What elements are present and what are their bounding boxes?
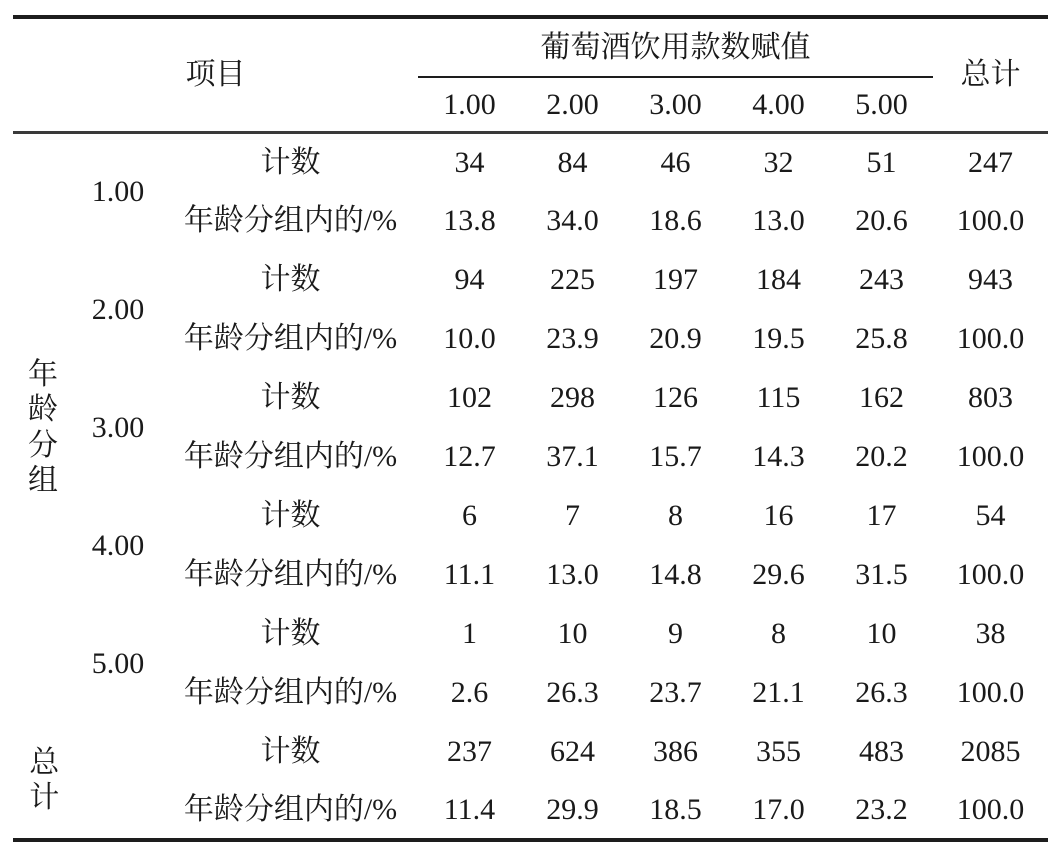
count-cell: 7 — [565, 499, 580, 532]
percent-cell: 26.3 — [546, 676, 599, 709]
count-cell: 355 — [756, 735, 801, 768]
percent-row-label: 年龄分组内的/% — [183, 322, 398, 355]
percent-cell: 14.8 — [649, 558, 702, 591]
count-cell: 243 — [859, 263, 904, 296]
grand-total-count-row — [13, 722, 1048, 781]
percent-cell: 20.2 — [855, 440, 908, 473]
count-total-cell: 803 — [968, 381, 1013, 414]
total-column-header: 总计 — [960, 58, 1021, 92]
count-cell: 32 — [763, 145, 794, 179]
percent-cell: 13.0 — [752, 204, 805, 237]
percent-cell: 17.0 — [752, 793, 805, 826]
value-column-header-4: 4.00 — [752, 87, 805, 121]
percent-cell: 12.7 — [443, 440, 496, 473]
percent-cell: 15.7 — [649, 440, 702, 473]
crosstab-table — [13, 15, 1048, 842]
percent-cell: 23.7 — [649, 676, 702, 709]
count-total-cell: 943 — [968, 263, 1013, 296]
percent-cell: 25.8 — [855, 322, 908, 355]
count-cell: 197 — [653, 263, 698, 296]
percent-total-cell: 100.0 — [956, 204, 1025, 237]
percent-cell: 29.6 — [752, 558, 805, 591]
count-cell: 386 — [653, 735, 698, 768]
count-total-cell: 38 — [975, 617, 1006, 650]
percent-total-cell: 100.0 — [956, 440, 1025, 473]
count-cell: 94 — [454, 263, 485, 296]
count-cell: 84 — [557, 145, 588, 179]
percent-cell: 37.1 — [546, 440, 599, 473]
percent-cell: 34.0 — [546, 204, 599, 237]
group-2-label: 2.00 — [91, 292, 145, 326]
grand-total-row-cell — [13, 722, 163, 840]
count-cell: 10 — [557, 617, 588, 650]
percent-cell: 10.0 — [443, 322, 496, 355]
count-row-label: 计数 — [260, 381, 321, 414]
group-2-count-row — [13, 250, 1048, 309]
group-5-percent-row — [13, 663, 1048, 722]
count-row-label: 计数 — [260, 499, 321, 532]
count-cell: 225 — [550, 263, 595, 296]
percent-cell: 21.1 — [752, 676, 805, 709]
group-3-count-row — [13, 368, 1048, 427]
count-cell: 51 — [866, 145, 897, 179]
count-cell: 298 — [550, 381, 595, 414]
group-4-percent-row — [13, 545, 1048, 604]
age-group-axis-cell — [13, 132, 73, 722]
count-cell: 115 — [756, 381, 801, 414]
percent-cell: 13.0 — [546, 558, 599, 591]
value-column-header-2: 2.00 — [546, 87, 599, 121]
count-row-label: 计数 — [260, 145, 321, 179]
percent-row-label: 年龄分组内的/% — [183, 676, 398, 709]
count-cell: 10 — [866, 617, 897, 650]
group-3-percent-row — [13, 427, 1048, 486]
percent-cell: 26.3 — [855, 676, 908, 709]
percent-cell: 2.6 — [450, 676, 489, 709]
wine-count-span-header: 葡萄酒饮用款数赋值 — [418, 17, 933, 77]
count-total-cell: 2085 — [960, 735, 1021, 768]
percent-cell: 20.9 — [649, 322, 702, 355]
count-cell: 34 — [454, 145, 485, 179]
percent-total-cell: 100.0 — [956, 322, 1025, 355]
percent-row-label: 年龄分组内的/% — [183, 558, 398, 591]
percent-cell: 18.5 — [649, 793, 702, 826]
count-cell: 17 — [866, 499, 897, 532]
count-cell: 8 — [771, 617, 786, 650]
count-total-cell: 54 — [975, 499, 1006, 532]
count-cell: 483 — [859, 735, 904, 768]
percent-cell: 18.6 — [649, 204, 702, 237]
count-cell: 624 — [550, 735, 595, 768]
percent-cell: 11.1 — [443, 558, 496, 591]
count-total-cell: 247 — [968, 145, 1013, 179]
group-1-label: 1.00 — [91, 175, 145, 209]
count-row-label: 计数 — [260, 735, 321, 768]
percent-cell: 23.2 — [855, 793, 908, 826]
group-1-percent-row — [13, 191, 1048, 250]
count-cell: 16 — [763, 499, 794, 532]
header-row-top — [13, 17, 1048, 77]
grand-total-percent-row — [13, 781, 1048, 840]
percent-cell: 14.3 — [752, 440, 805, 473]
percent-total-cell: 100.0 — [956, 793, 1025, 826]
group-5-count-row — [13, 604, 1048, 663]
value-column-header-1: 1.00 — [443, 87, 496, 121]
value-column-header-5: 5.00 — [855, 87, 908, 121]
grand-total-row-label: 总计 — [29, 745, 60, 814]
count-row-label: 计数 — [260, 263, 321, 296]
count-cell: 1 — [462, 617, 477, 650]
count-cell: 6 — [462, 499, 477, 532]
percent-cell: 19.5 — [752, 322, 805, 355]
group-1-count-row — [13, 132, 1048, 191]
value-column-header-3: 3.00 — [649, 87, 702, 121]
count-cell: 126 — [653, 381, 698, 414]
count-cell: 46 — [660, 145, 691, 179]
percent-cell: 31.5 — [855, 558, 908, 591]
group-5-label: 5.00 — [91, 646, 145, 680]
count-cell: 102 — [447, 381, 492, 414]
percent-cell: 11.4 — [443, 793, 496, 826]
count-cell: 162 — [859, 381, 904, 414]
percent-row-label: 年龄分组内的/% — [183, 793, 398, 826]
percent-cell: 13.8 — [443, 204, 496, 237]
percent-total-cell: 100.0 — [956, 676, 1025, 709]
group-4-count-row — [13, 486, 1048, 545]
percent-cell: 20.6 — [855, 204, 908, 237]
group-2-percent-row — [13, 309, 1048, 368]
count-cell: 237 — [447, 735, 492, 768]
group-3-label: 3.00 — [91, 410, 145, 444]
count-cell: 184 — [756, 263, 801, 296]
percent-total-cell: 100.0 — [956, 558, 1025, 591]
percent-cell: 23.9 — [546, 322, 599, 355]
count-cell: 8 — [668, 499, 683, 532]
item-column-header: 项目 — [185, 58, 246, 92]
count-row-label: 计数 — [260, 617, 321, 650]
percent-row-label: 年龄分组内的/% — [183, 204, 398, 237]
count-cell: 9 — [668, 617, 683, 650]
percent-row-label: 年龄分组内的/% — [183, 440, 398, 473]
group-4-label: 4.00 — [91, 528, 145, 562]
age-group-axis-label: 年龄分组 — [28, 357, 58, 498]
percent-cell: 29.9 — [546, 793, 599, 826]
